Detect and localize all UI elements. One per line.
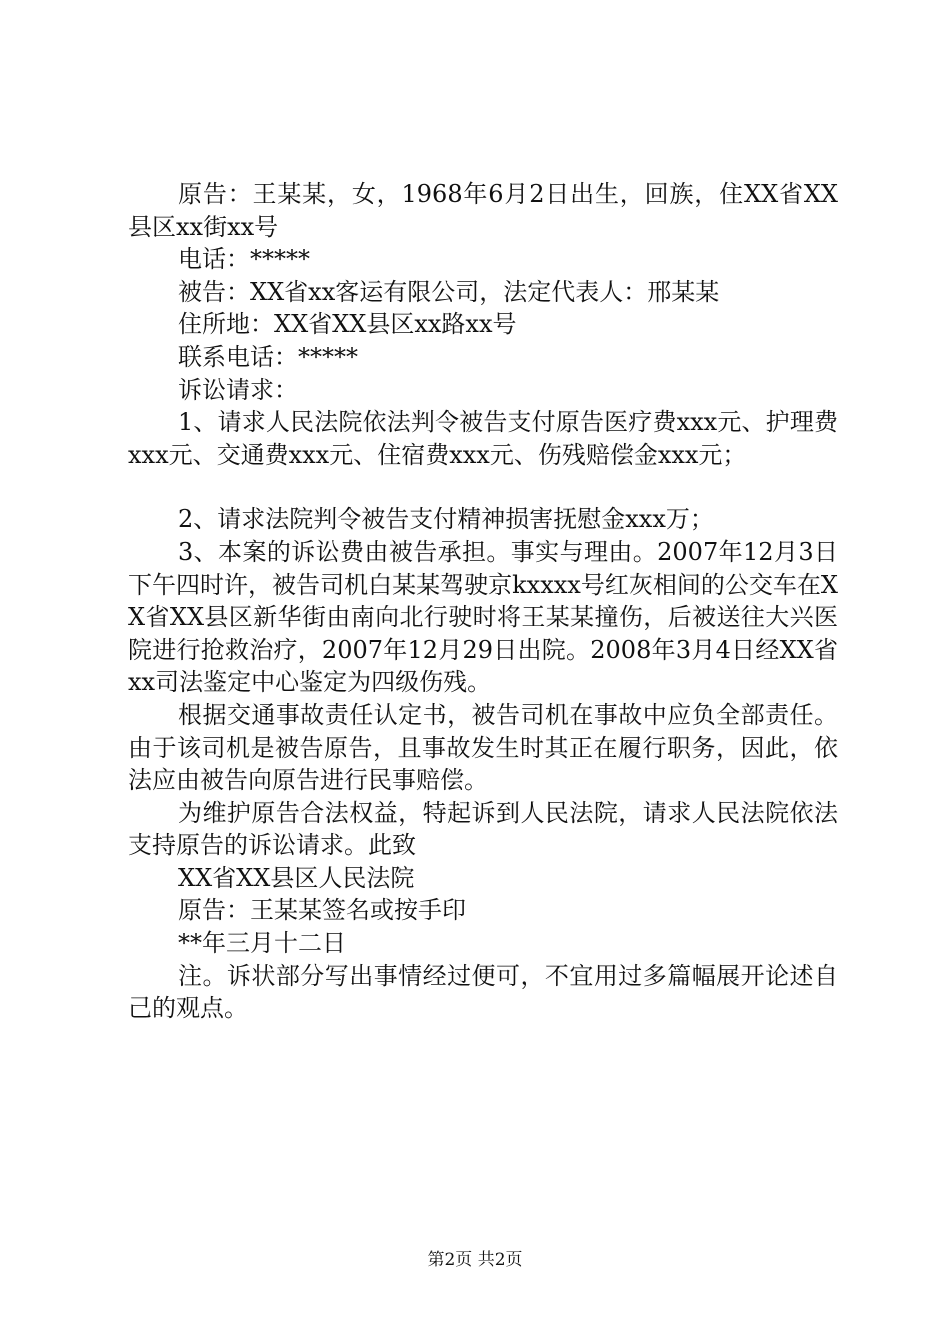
claim-item-3-facts: 3、本案的诉讼费由被告承担。事实与理由。2007年12月3日下午四时许，被告司机白某某驾驶京kxxxx号红灰相间的公交车在XX省XX县区新华街由南向北行驶时将王某某撞伤，后被送往大兴医院进行抢救治疗，2007年12月29日出院。2008年3月4日经XX省xx司法鉴定中心鉴定为四级伤残。 — [128, 537, 838, 697]
claim-item-2: 2、请求法院判令被告支付精神损害抚慰金xxx万； — [178, 505, 714, 534]
signature-line: 原告：王某某签名或按手印 — [178, 896, 466, 925]
plaintiff-phone: 电话：***** — [178, 245, 310, 274]
claims-heading: 诉讼请求： — [178, 375, 298, 404]
defendant-address: 住所地：XX省XX县区xx路xx号 — [178, 310, 517, 339]
claim-item-1: 1、请求人民法院依法判令被告支付原告医疗费xxx元、护理费xxx元、交通费xxx元、住宿费xxx元、伤残赔偿金xxx元； — [128, 408, 838, 469]
plaintiff-info: 原告：王某某，女，1968年6月2日出生，回族，住XX省XX县区xx街xx号 — [128, 180, 838, 241]
liability-paragraph: 根据交通事故责任认定书，被告司机在事故中应负全部责任。由于该司机是被告原告，且事故发生时其正在履行职务，因此，依法应由被告向原告进行民事赔偿。 — [128, 700, 838, 795]
defendant-info: 被告：XX省xx客运有限公司，法定代表人：邢某某 — [178, 277, 720, 306]
defendant-phone: 联系电话：***** — [178, 342, 358, 371]
note-paragraph: 注。诉状部分写出事情经过便可，不宜用过多篇幅展开论述自己的观点。 — [128, 961, 838, 1023]
paragraph-gap — [128, 471, 838, 503]
court-name: XX省XX县区人民法院 — [178, 863, 415, 892]
request-paragraph: 为维护原告合法权益，特起诉到人民法院，请求人民法院依法支持原告的诉讼请求。此致 — [128, 798, 838, 860]
date-line: **年三月十二日 — [178, 929, 346, 958]
document-body — [128, 178, 838, 1025]
page-footer: 第2页 共2页 — [427, 1250, 523, 1270]
